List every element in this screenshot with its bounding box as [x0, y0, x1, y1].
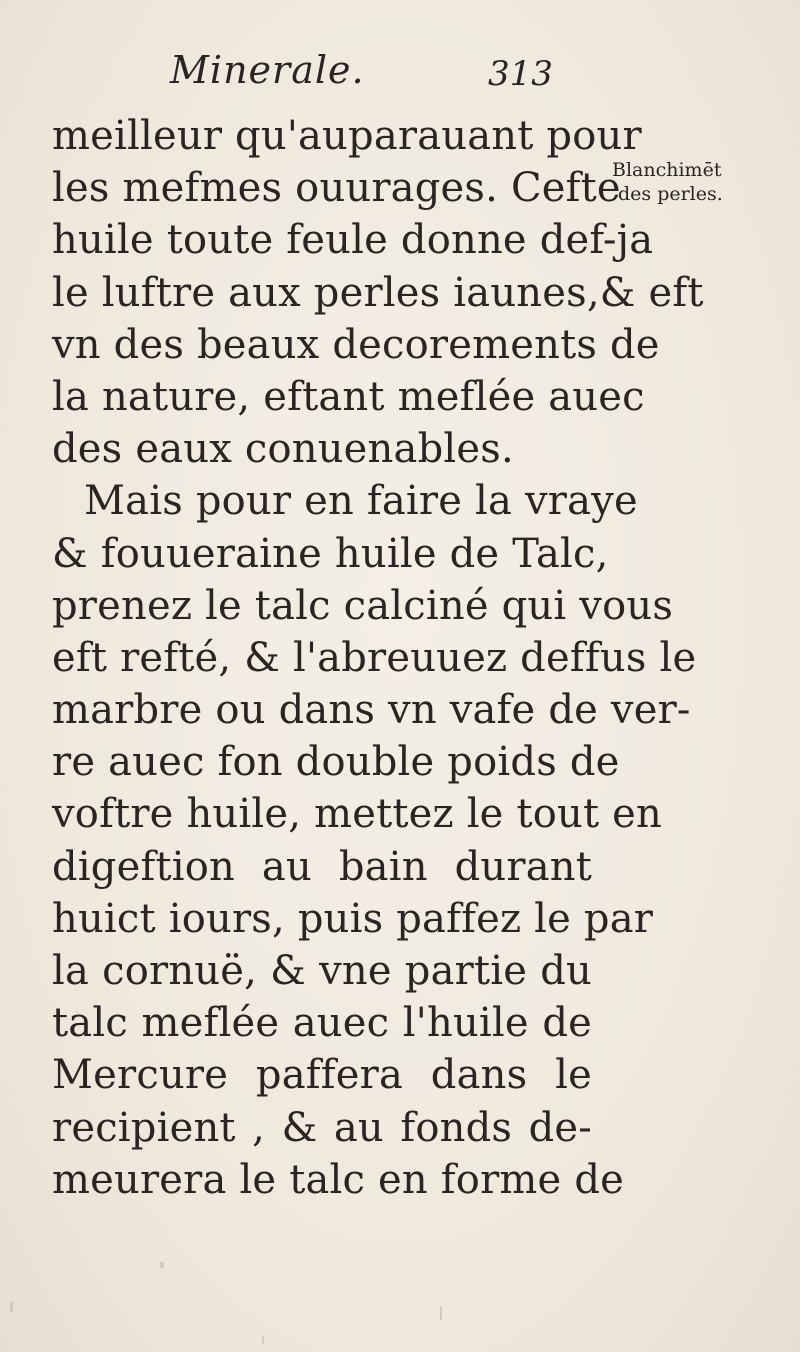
running-head: Minerale. — [170, 48, 365, 92]
text-line: Mercure paffera dans le — [52, 1052, 592, 1099]
paper-speck — [160, 1262, 164, 1268]
text-line: le luftre aux perles iaunes,& eft — [52, 269, 704, 316]
text-line: Mais pour en faire la vraye — [84, 478, 638, 525]
page-number: 313 — [488, 54, 553, 94]
text-line: la nature, eftant meflée auec — [52, 373, 645, 420]
paper-speck — [10, 1302, 13, 1312]
text-line: marbre ou dans vn vafe de ver- — [52, 687, 691, 734]
text-line: re auec fon double poids de — [52, 739, 620, 786]
text-line: talc meflée auec l'huile de — [52, 1000, 592, 1047]
margin-note — [612, 158, 792, 206]
page-header — [150, 48, 590, 108]
text-line: & fouueraine huile de Talc, — [52, 530, 609, 577]
text-line: huict iours, puis paffez le par — [52, 895, 654, 942]
text-line: vn des beaux decorements de — [52, 321, 660, 368]
text-line: eft refté, & l'abreuuez deffus le — [52, 634, 697, 681]
text-line: les mefmes ouurages. Cefte — [52, 165, 621, 212]
text-line: voftre huile, mettez le tout en — [52, 791, 663, 838]
text-line: meilleur qu'auparauant pour — [52, 113, 642, 159]
margin-note-line-2: des perles. — [618, 183, 723, 205]
text-line: huile toute feule donne def-ja — [52, 217, 654, 264]
text-line: digeftion au bain durant — [52, 843, 592, 890]
paper-speck — [440, 1306, 442, 1320]
text-line: la cornuë, & vne partie du — [52, 948, 592, 994]
text-line: meurera le talc en forme de — [52, 1156, 625, 1203]
text-line: des eaux conuenables. — [52, 426, 514, 473]
text-line: recipient , & au fonds de- — [52, 1104, 592, 1151]
text-line: prenez le talc calciné qui vous — [52, 582, 674, 629]
paper-speck — [262, 1336, 264, 1344]
margin-note-line-1: Blanchimēt — [612, 159, 722, 181]
